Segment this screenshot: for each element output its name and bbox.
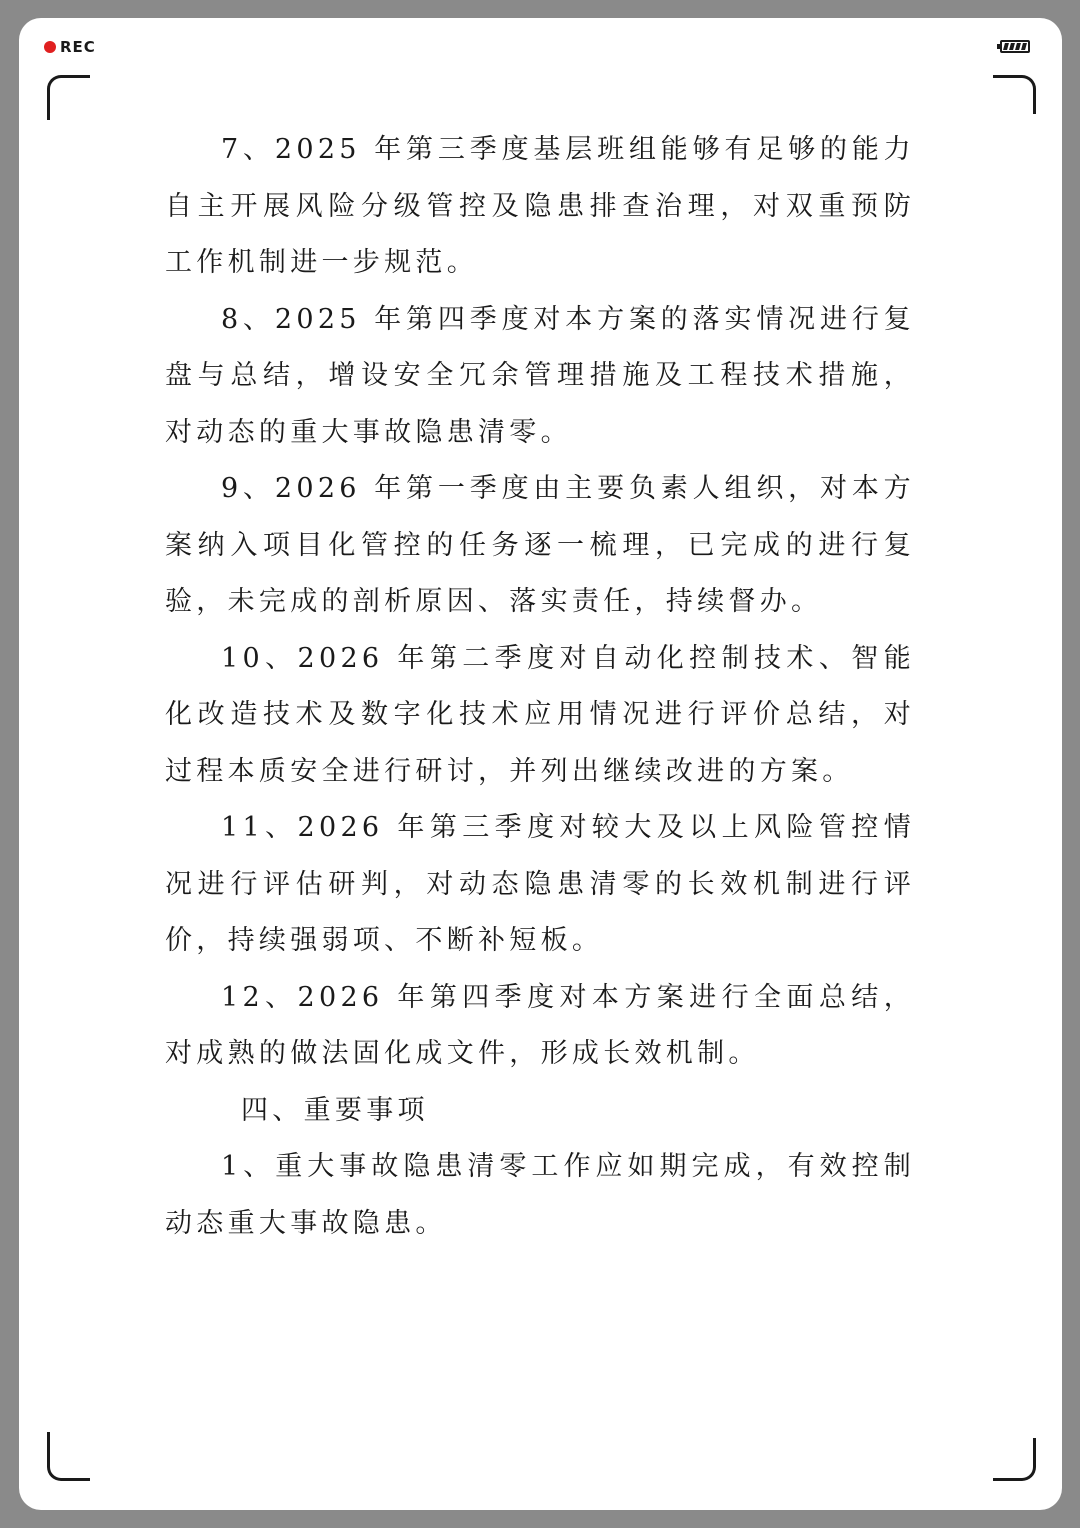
rec-indicator: [44, 38, 96, 56]
section-heading: 四、重要事项: [241, 1094, 429, 1126]
viewfinder-corner-top-right: [993, 75, 1036, 114]
rec-label: REC: [60, 38, 96, 56]
document-body: [165, 122, 915, 1252]
section-paragraph-1: 1、重大事故隐患清零工作应如期完成，有效控制动态重大事故隐患。: [165, 1151, 915, 1239]
paragraph-item-9: 9、2026 年第一季度由主要负素人组织，对本方案纳入项目化管控的任务逐一梳理，已完成的进行复验，未完成的剖析原因、落实责任，持续督办。: [165, 473, 915, 617]
record-dot-icon: [44, 41, 56, 53]
battery-icon: [1000, 40, 1030, 53]
viewfinder-corner-bottom-left: [47, 1432, 90, 1481]
viewfinder-corner-bottom-right: [993, 1438, 1036, 1481]
paragraph-item-11: 11、2026 年第三季度对较大及以上风险管控情况进行评估研判，对动态隐患清零的长效机制进行评价，持续强弱项、不断补短板。: [165, 812, 915, 956]
paragraph-item-7: 7、2025 年第三季度基层班组能够有足够的能力自主开展风险分级管控及隐患排查治理，对双重预防工作机制进一步规范。: [165, 134, 915, 278]
viewfinder-corner-top-left: [47, 75, 90, 120]
paragraph-item-10: 10、2026 年第二季度对自动化控制技术、智能化改造技术及数字化技术应用情况进行评价总结，对过程本质安全进行研讨，并列出继续改进的方案。: [165, 642, 915, 787]
paragraph-item-8: 8、2025 年第四季度对本方案的落实情况进行复盘与总结，增设安全冗余管理措施及工程技术措施，对动态的重大事故隐患清零。: [165, 303, 915, 448]
paragraph-item-12: 12、2026 年第四季度对本方案进行全面总结，对成熟的做法固化成文件，形成长效机制。: [165, 981, 915, 1069]
